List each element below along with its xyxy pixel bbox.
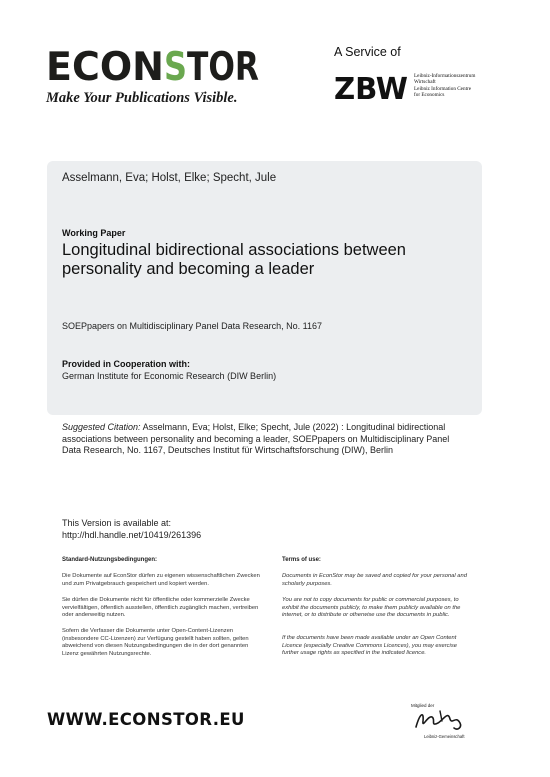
svg-text:ECON: ECON xyxy=(46,45,164,90)
document-title: Longitudinal bidirectional associations between personality and becoming a leader xyxy=(62,241,406,278)
cooperation-heading: Provided in Cooperation with: xyxy=(62,359,190,369)
series: SOEPpapers on Multidisciplinary Panel Data Research, No. 1167 xyxy=(62,321,322,331)
svg-text:S: S xyxy=(164,45,187,90)
authors: Asselmann, Eva; Holst, Elke; Specht, Jule xyxy=(62,172,277,184)
zbw-institution-name: Leibniz-Informationszentrum Wirtschaft Leibniz Information Centre for Economics xyxy=(414,73,476,98)
handle-link[interactable]: http://hdl.handle.net/10419/261396 xyxy=(62,530,202,540)
citation-label: Suggested Citation: xyxy=(62,422,141,432)
terms-en-heading: Terms of use: xyxy=(282,557,321,563)
svg-text:Mitglied der: Mitglied der xyxy=(411,703,435,708)
version-label: This Version is available at: xyxy=(62,518,172,528)
service-label: A Service of xyxy=(334,45,401,59)
svg-text:TOR: TOR xyxy=(187,45,259,90)
terms-en-paragraph: Documents in EconStor may be saved and copied for your personal and scholarly purposes. xyxy=(282,573,467,587)
svg-text:ZBW: ZBW xyxy=(334,72,408,107)
leibniz-seal xyxy=(410,701,472,741)
tagline: Make Your Publications Visible. xyxy=(46,90,238,106)
econstor-logo[interactable] xyxy=(46,45,261,90)
terms-de-heading: Standard-Nutzungsbedingungen: xyxy=(62,557,157,563)
terms-de-paragraph: Sie dürfen die Dokumente nicht für öffentliche oder kommerzielle Zwecke vervielfältigen, öffentlich ausstellen, öffentlich zugänglich machen, vertreiben oder anderweitig nutzen. xyxy=(62,597,259,619)
zbw-logo[interactable] xyxy=(334,72,410,107)
cooperation-institution: German Institute for Economic Research (DIW Berlin) xyxy=(62,371,277,381)
svg-text:Leibniz-Gemeinschaft: Leibniz-Gemeinschaft xyxy=(424,734,465,739)
terms-de-paragraph: Die Dokumente auf EconStor dürfen zu eigenen wissenschaftlichen Zwecken und zum Privatgebrauch gespeichert und kopiert werden. xyxy=(62,573,260,587)
suggested-citation xyxy=(62,422,462,457)
terms-en-paragraph: You are not to copy documents for public or commercial purposes, to exhibit the documents publicly, to make them publicly available on the internet, or to distribute or otherwise use the documents in public. xyxy=(282,597,461,619)
document-type: Working Paper xyxy=(62,228,126,238)
citation-text: Asselmann, Eva; Holst, Elke; Specht, Jule (2022) : Longitudinal bidirectional associations between personality and becoming a leader, SOEPpapers on Multidisciplinary Panel Data Research, No. 1167, Deutsches Institut für Wirtschaftsforschung (DIW), Berlin xyxy=(62,422,450,455)
terms-de-paragraph: Sofern die Verfasser die Dokumente unter Open-Content-Lizenzen (insbesondere CC-Lizenzen) zur Verfügung gestellt haben sollten, gelten abweichend von diesen Nutzungsbedingungen die in der dort genannten Lizenz gewährten Nutzungsrechte. xyxy=(62,628,249,657)
terms-en-paragraph: If the documents have been made available under an Open Content Licence (especially Creative Commons Licences), you may exercise further usage rights as specified in the indicated licence. xyxy=(282,635,457,657)
footer-url[interactable]: WWW.ECONSTOR.EU xyxy=(47,710,245,729)
